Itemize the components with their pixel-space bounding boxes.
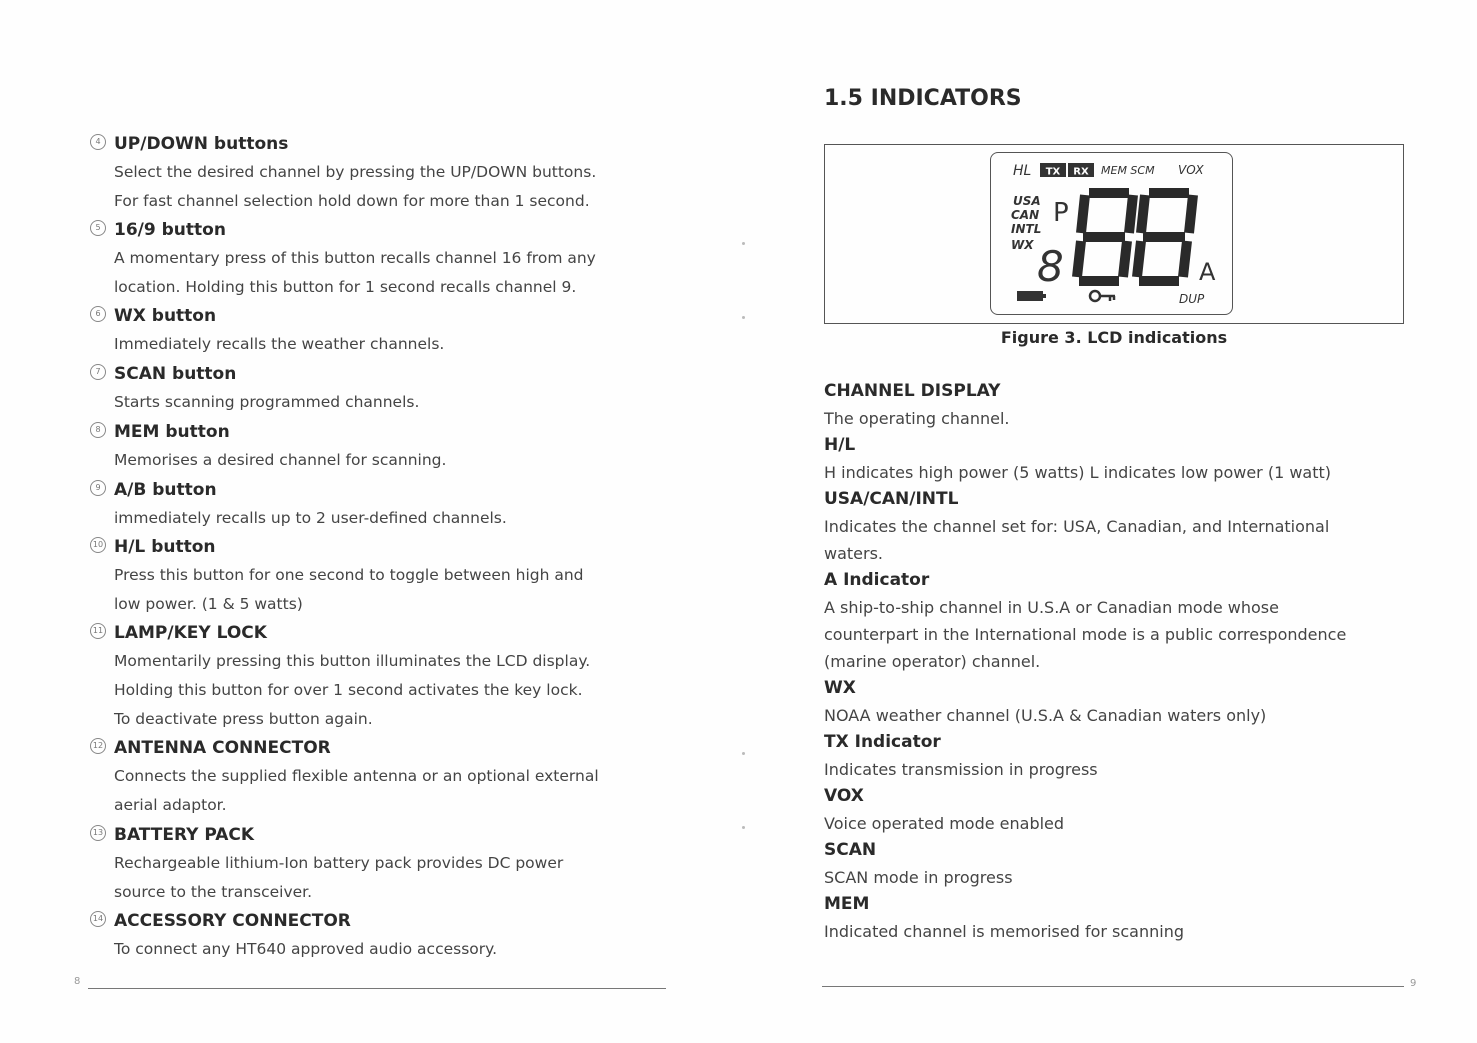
lcd-illustration <box>990 152 1233 315</box>
item-description-line: A momentary press of this button recalls channel 16 from any <box>114 249 596 267</box>
item-heading <box>90 130 690 158</box>
item-heading <box>90 216 690 244</box>
item-heading <box>90 476 690 504</box>
item-title: MEM button <box>114 422 230 442</box>
item-title: A/B button <box>114 480 217 500</box>
item-description-line: Memorises a desired channel for scanning. <box>114 451 447 469</box>
item-description-line: To deactivate press button again. <box>114 710 373 728</box>
page-number-right: 9 <box>1410 978 1417 989</box>
item-3 <box>90 360 690 417</box>
lcd-dup-label: DUP <box>1179 292 1205 306</box>
item-description-line: source to the transceiver. <box>114 883 313 901</box>
indicator-heading: CHANNEL DISPLAY <box>824 381 1001 401</box>
item-title: 16/9 button <box>114 220 226 240</box>
indicator-heading: A Indicator <box>824 570 930 590</box>
item-description-line: Immediately recalls the weather channels. <box>114 335 445 353</box>
indicator-description-line: (marine operator) channel. <box>824 652 1041 671</box>
item-8 <box>90 734 690 820</box>
indicator-description-line: Indicates transmission in progress <box>824 760 1098 779</box>
item-5 <box>90 476 690 533</box>
item-title: SCAN button <box>114 364 237 384</box>
indicator-description-line: Indicates the channel set for: USA, Canadian, and International <box>824 517 1330 536</box>
item-2 <box>90 302 690 359</box>
item-number-badge: 5 <box>90 220 106 236</box>
item-description-line: location. Holding this button for 1 second recalls channel 9. <box>114 278 577 296</box>
lcd-rx-label: RX <box>1073 166 1089 178</box>
section-title: 1.5 INDICATORS <box>824 86 1022 111</box>
indicator-description-line: Voice operated mode enabled <box>824 814 1065 833</box>
indicator-description-line: Indicated channel is memorised for scanning <box>824 922 1184 941</box>
item-title: ACCESSORY CONNECTOR <box>114 911 351 931</box>
lcd-mem-scm-label: MEM SCM <box>1101 164 1155 177</box>
item-heading <box>90 734 690 762</box>
indicator-section-6 <box>824 783 1424 837</box>
item-9 <box>90 821 690 907</box>
item-number-badge: 9 <box>90 480 106 496</box>
item-description-line: Starts scanning programmed channels. <box>114 393 420 411</box>
item-description-line: For fast channel selection hold down for more than 1 second. <box>114 192 590 210</box>
indicator-heading: VOX <box>824 786 864 806</box>
item-number-badge: 8 <box>90 422 106 438</box>
indicator-heading: TX Indicator <box>824 732 941 752</box>
item-6 <box>90 533 690 619</box>
indicator-heading: SCAN <box>824 840 877 860</box>
indicator-heading: MEM <box>824 894 870 914</box>
item-description-line: low power. (1 & 5 watts) <box>114 595 303 613</box>
lcd-hl-label: HL <box>1013 163 1032 179</box>
item-description-line: Momentarily pressing this button illuminates the LCD display. <box>114 652 591 670</box>
page-number-left: 8 <box>74 976 81 987</box>
item-description-line: Connects the supplied flexible antenna or an optional external <box>114 767 599 785</box>
item-number-badge: 10 <box>90 537 106 553</box>
item-title: LAMP/KEY LOCK <box>114 623 267 643</box>
lcd-segments <box>991 153 1232 314</box>
item-description-line: immediately recalls up to 2 user-defined channels. <box>114 509 507 527</box>
indicator-section-0 <box>824 378 1424 432</box>
item-title: BATTERY PACK <box>114 825 255 845</box>
item-title: ANTENNA CONNECTOR <box>114 738 331 758</box>
figure-box <box>824 144 1404 324</box>
indicator-heading: H/L <box>824 435 856 455</box>
footer-rule-left <box>88 988 666 989</box>
item-number-badge: 6 <box>90 306 106 322</box>
item-description-line: aerial adaptor. <box>114 796 227 814</box>
item-title: UP/DOWN buttons <box>114 134 289 154</box>
indicator-description-line: NOAA weather channel (U.S.A & Canadian waters only) <box>824 706 1267 725</box>
item-heading <box>90 907 690 935</box>
item-heading <box>90 418 690 446</box>
item-10 <box>90 907 690 964</box>
indicator-heading: WX <box>824 678 856 698</box>
item-description-line: Holding this button for over 1 second activates the key lock. <box>114 681 583 699</box>
item-1 <box>90 216 690 302</box>
lcd-vox-label: VOX <box>1178 163 1204 177</box>
indicator-heading: USA/CAN/INTL <box>824 489 959 509</box>
lcd-a-label: A <box>1199 258 1216 286</box>
item-heading <box>90 821 690 849</box>
item-0 <box>90 130 690 216</box>
indicator-section-8 <box>824 891 1424 945</box>
item-heading <box>90 302 690 330</box>
item-7 <box>90 619 690 734</box>
item-heading <box>90 619 690 647</box>
indicator-description-line: H indicates high power (5 watts) L indicates low power (1 watt) <box>824 463 1332 482</box>
indicator-section-5 <box>824 729 1424 783</box>
item-description-line: Select the desired channel by pressing the UP/DOWN buttons. <box>114 163 597 181</box>
item-heading <box>90 360 690 388</box>
item-number-badge: 7 <box>90 364 106 380</box>
item-4 <box>90 418 690 475</box>
item-description-line: Press this button for one second to toggle between high and <box>114 566 584 584</box>
indicator-description-line: counterpart in the International mode is a public correspondence <box>824 625 1347 644</box>
battery-icon <box>1017 291 1046 301</box>
item-title: WX button <box>114 306 217 326</box>
indicator-description-line: A ship-to-ship channel in U.S.A or Canadian mode whose <box>824 598 1279 617</box>
lcd-p-label: P <box>1053 198 1069 228</box>
item-number-badge: 14 <box>90 911 106 927</box>
figure-caption: Figure 3. LCD indications <box>1000 328 1228 347</box>
item-number-badge: 4 <box>90 134 106 150</box>
indicator-description-line: SCAN mode in progress <box>824 868 1013 887</box>
item-heading <box>90 533 690 561</box>
indicator-section-7 <box>824 837 1424 891</box>
indicator-section-3 <box>824 567 1424 675</box>
indicator-section-1 <box>824 432 1424 486</box>
lcd-wx-label: WX <box>1011 238 1034 252</box>
key-icon <box>1090 291 1115 301</box>
lcd-intl-label: INTL <box>1011 222 1042 236</box>
right-page <box>740 0 1477 1043</box>
item-description-line: Rechargeable lithium-Ion battery pack provides DC power <box>114 854 564 872</box>
indicator-section-4 <box>824 675 1424 729</box>
lcd-usa-label: USA <box>1013 194 1041 208</box>
lcd-small-digit: 8 <box>1037 242 1064 291</box>
lcd-main-digits <box>1077 193 1193 281</box>
footer-rule-right <box>822 986 1404 987</box>
item-number-badge: 11 <box>90 623 106 639</box>
item-title: H/L button <box>114 537 216 557</box>
item-number-badge: 13 <box>90 825 106 841</box>
indicator-description-line: waters. <box>824 544 884 563</box>
lcd-can-label: CAN <box>1011 208 1040 222</box>
item-number-badge: 12 <box>90 738 106 754</box>
lcd-tx-label: TX <box>1045 166 1061 178</box>
indicator-section-2 <box>824 486 1424 567</box>
item-description-line: To connect any HT640 approved audio accessory. <box>114 940 498 958</box>
indicator-description-line: The operating channel. <box>824 409 1010 428</box>
